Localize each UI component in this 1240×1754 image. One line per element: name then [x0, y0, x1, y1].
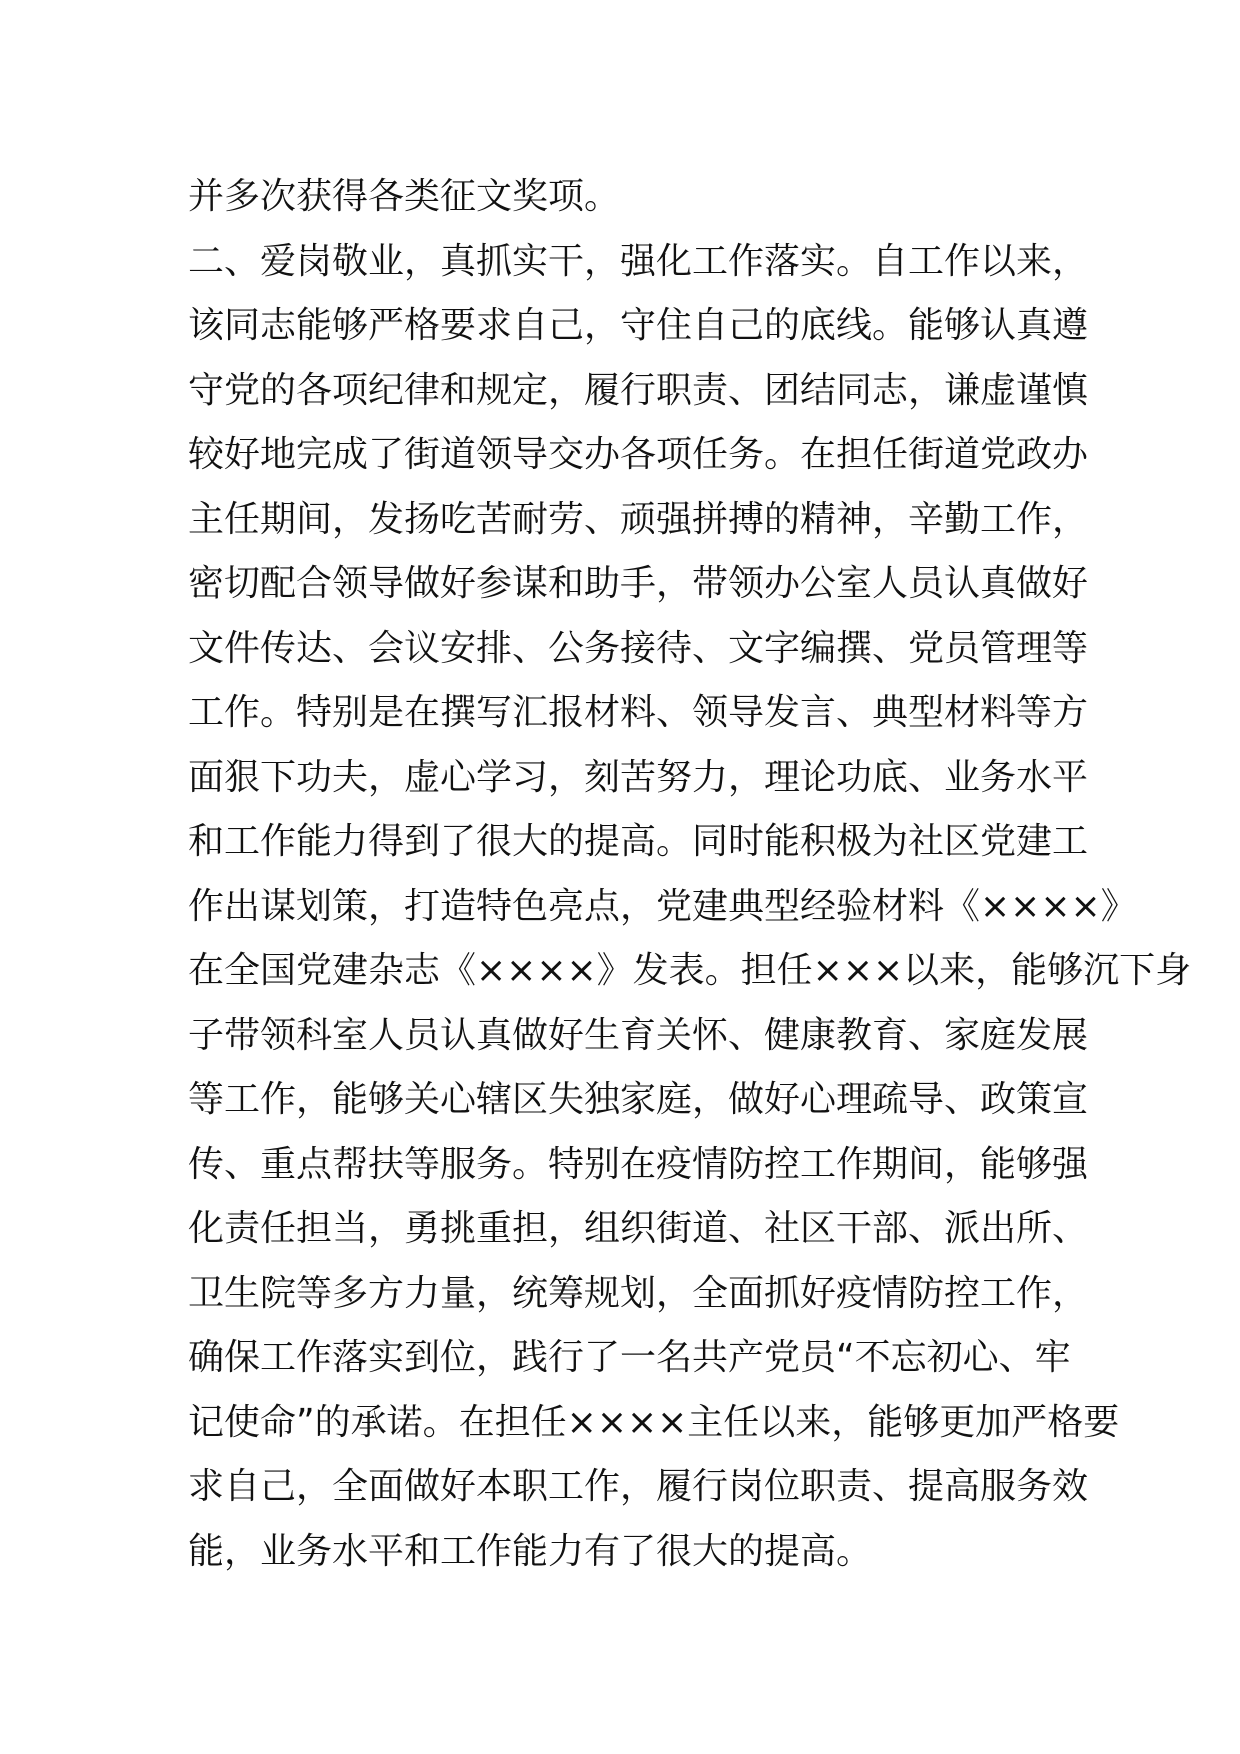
text-line: 卫生院等多方力量，统筹规划，全面抓好疫情防控工作， — [188, 1272, 1089, 1314]
text-line: 文件传达、会议安排、公务接待、文字编撰、党员管理等 — [188, 627, 1089, 669]
text-line: 子带领科室人员认真做好生育关怀、健康教育、家庭发展 — [188, 1014, 1089, 1056]
text-line: 较好地完成了街道领导交办各项任务。在担任街道党政办 — [188, 434, 1089, 475]
text-line: 确保工作落实到位，践行了一名共产党员“不忘初心、牢 — [188, 1337, 1071, 1378]
body-text — [188, 165, 1192, 1584]
text-line: 守党的各项纪律和规定，履行职责、团结同志，谦虚谨慎 — [188, 369, 1089, 411]
text-line: 记使命”的承诺。在担任××××主任以来，能够更加严格要 — [188, 1401, 1120, 1443]
text-line: 二、爱岗敬业，真抓实干，强化工作落实。自工作以来， — [188, 240, 1089, 282]
text-line: 在全国党建杂志《××××》发表。担任×××以来，能够沉下身 — [188, 950, 1192, 991]
text-line: 工作。特别是在撰写汇报材料、领导发言、典型材料等方 — [188, 692, 1089, 733]
text-line: 作出谋划策，打造特色亮点，党建典型经验材料《××××》 — [188, 885, 1137, 927]
text-line: 并多次获得各类征文奖项。 — [188, 176, 621, 217]
text-line: 该同志能够严格要求自己，守住自己的底线。能够认真遵 — [188, 305, 1089, 346]
text-line: 化责任担当，勇挑重担，组织街道、社区干部、派出所、 — [188, 1208, 1089, 1249]
text-line: 能，业务水平和工作能力有了很大的提高。 — [188, 1530, 873, 1572]
text-line: 面狠下功夫，虚心学习，刻苦努力，理论功底、业务水平 — [188, 756, 1089, 798]
text-line: 主任期间，发扬吃苦耐劳、顽强拼搏的精神，辛勤工作， — [188, 498, 1089, 540]
text-line: 传、重点帮扶等服务。特别在疫情防控工作期间，能够强 — [188, 1143, 1089, 1185]
text-line: 密切配合领导做好参谋和助手，带领办公室人员认真做好 — [188, 563, 1089, 604]
text-line: 求自己，全面做好本职工作，履行岗位职责、提高服务效 — [188, 1466, 1089, 1507]
text-line: 等工作，能够关心辖区失独家庭，做好心理疏导、政策宣 — [188, 1079, 1089, 1120]
text-line: 和工作能力得到了很大的提高。同时能积极为社区党建工 — [188, 821, 1089, 862]
